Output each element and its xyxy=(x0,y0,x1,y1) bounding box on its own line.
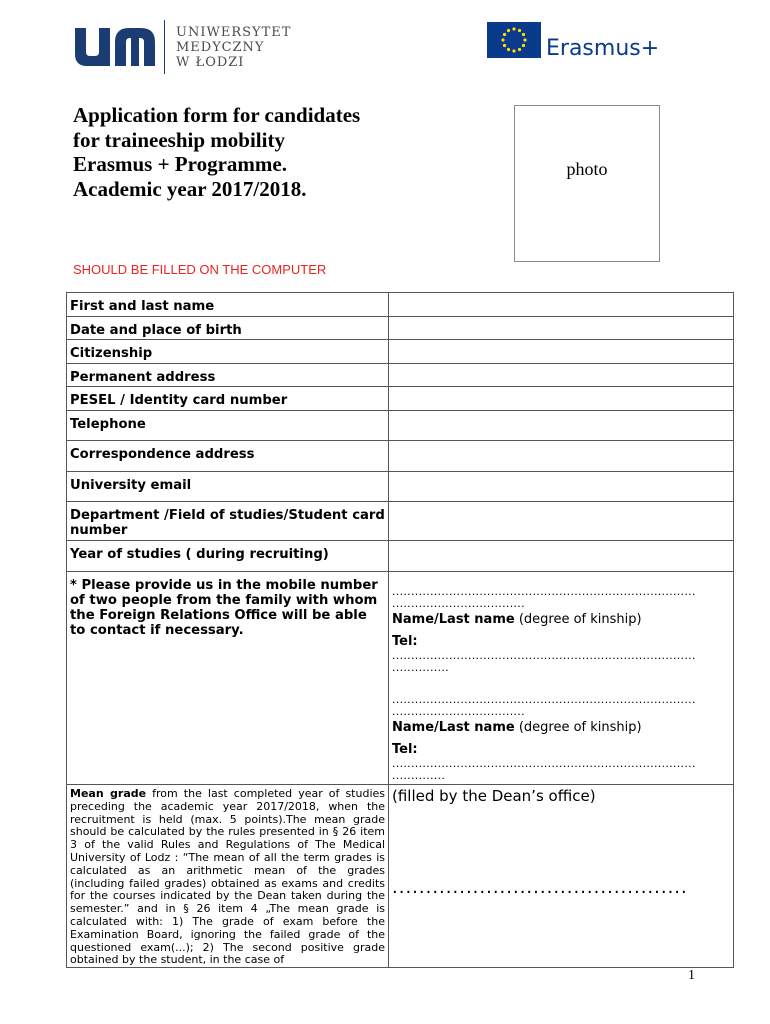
form-row xyxy=(67,441,734,472)
title-line-2: for traineeship mobility xyxy=(73,127,285,152)
field-input-family-contacts[interactable] xyxy=(389,572,734,785)
field-label-correspondence-address: Correspondence address xyxy=(67,441,389,472)
form-row xyxy=(67,572,734,785)
kinship-label: (degree of kinship) xyxy=(514,720,642,735)
photo-label: photo xyxy=(566,159,608,179)
university-name xyxy=(176,25,291,70)
field-input-birth[interactable] xyxy=(389,317,734,340)
field-label-citizenship: Citizenship xyxy=(67,340,389,364)
field-input-permanent-address[interactable] xyxy=(389,364,734,387)
form-row xyxy=(67,502,734,541)
eu-flag-icon xyxy=(487,22,541,58)
photo-box[interactable] xyxy=(514,105,660,262)
name-last-name-label: Name/Last name xyxy=(392,612,515,627)
field-input-mean-grade[interactable] xyxy=(389,785,734,968)
field-label-university-email: University email xyxy=(67,472,389,502)
field-label-pesel: PESEL / Identity card number xyxy=(67,387,389,411)
dean-office-note: (filled by the Dean’s office) xyxy=(392,787,596,805)
university-name-line-3: W ŁODZI xyxy=(176,55,245,70)
form-row xyxy=(67,541,734,572)
form-row xyxy=(67,387,734,411)
field-input-name[interactable] xyxy=(389,293,734,317)
field-input-correspondence-address[interactable] xyxy=(389,441,734,472)
logo-divider xyxy=(164,20,165,74)
university-name-line-1: UNIWERSYTET xyxy=(176,25,292,40)
university-logo xyxy=(73,20,303,76)
field-label-permanent-address: Permanent address xyxy=(67,364,389,387)
name-last-name-label: Name/Last name xyxy=(392,720,515,735)
contact-1-tel-label: Tel: xyxy=(392,634,418,649)
kinship-label: (degree of kinship) xyxy=(514,612,642,627)
mean-grade-text: from the last completed year of studies preceding the academic year 2017/2018, when the recruitment is held (max. 5 points).The mean grade should be calculated by the rules presented in § 26 item 3 of the valid Rules and Regulations of The Medical University of Lodz : “The mean of all the term grades is calculated as an arithmetic mean of the grades (including failed grades) obtained as exams and credits for the courses indicated by the Dean taken during the semester.” and in § 26 item 4 „The mean grade is calculated with: 1) The grade of exam before the Examination Board, ignoring the failed grade of the questioned exam(...); 2) The second positive grade obtained by the student, in the case of xyxy=(70,787,386,967)
application-form-table xyxy=(66,292,734,968)
page-number: 1 xyxy=(688,968,695,983)
contact-2-name-label xyxy=(392,720,730,736)
mean-grade-dots: ............................................ xyxy=(392,877,688,898)
um-logo-mark xyxy=(73,28,157,66)
title-line-3: Erasmus + Programme. xyxy=(73,152,287,176)
contact-1-tel-dots-line-2: ............... xyxy=(392,662,449,674)
field-label-department: Department /Field of studies/Student card number xyxy=(67,502,389,541)
contact-2-tel-dots-line-1: ................................................................................ xyxy=(392,758,696,770)
fill-on-computer-warning: SHOULD BE FILLED ON THE COMPUTER xyxy=(73,262,327,277)
field-label-name: First and last name xyxy=(67,293,389,317)
form-row xyxy=(67,364,734,387)
erasmus-wordmark: Erasmus+ xyxy=(546,36,660,61)
contact-2-tel-label: Tel: xyxy=(392,742,418,757)
mean-grade-description xyxy=(70,785,385,967)
field-input-pesel[interactable] xyxy=(389,387,734,411)
contact-2-dots-line-1: ................................................................................ xyxy=(392,694,696,706)
mean-grade-bold: Mean grade xyxy=(70,787,147,800)
field-label-telephone: Telephone xyxy=(67,411,389,441)
field-label-birth: Date and place of birth xyxy=(67,317,389,340)
form-row xyxy=(67,411,734,441)
field-input-telephone[interactable] xyxy=(389,411,734,441)
field-input-department[interactable] xyxy=(389,502,734,541)
title-line-1: Application form for candidates xyxy=(73,103,361,127)
field-label-mean-grade xyxy=(67,785,389,968)
field-input-year-of-studies[interactable] xyxy=(389,541,734,572)
form-title xyxy=(73,103,473,201)
form-row xyxy=(67,472,734,502)
field-label-year-of-studies: Year of studies ( during recruiting) xyxy=(67,541,389,572)
contact-1-dots-line-2: ................................... xyxy=(392,598,525,610)
form-row xyxy=(67,293,734,317)
title-line-4: Academic year 2017/2018. xyxy=(73,176,307,201)
university-name-line-2: MEDYCZNY xyxy=(176,40,265,55)
contact-1-dots-line-1: ................................................................................ xyxy=(392,586,696,598)
erasmus-logo xyxy=(487,22,687,62)
field-input-citizenship[interactable] xyxy=(389,340,734,364)
field-label-family-contacts: * Please provide us in the mobile number of two people from the family with whom the Foreign Relations Office will be able to contact if necessary. xyxy=(67,572,389,785)
form-row xyxy=(67,340,734,364)
contact-2-tel-dots-line-2: .............. xyxy=(392,770,446,782)
contact-1-tel-dots-line-1: ................................................................................ xyxy=(392,650,696,662)
form-row xyxy=(67,317,734,340)
field-input-university-email[interactable] xyxy=(389,472,734,502)
contact-1-name-label xyxy=(392,612,730,628)
contact-2-dots-line-2: ................................... xyxy=(392,706,525,718)
form-row xyxy=(67,785,734,968)
